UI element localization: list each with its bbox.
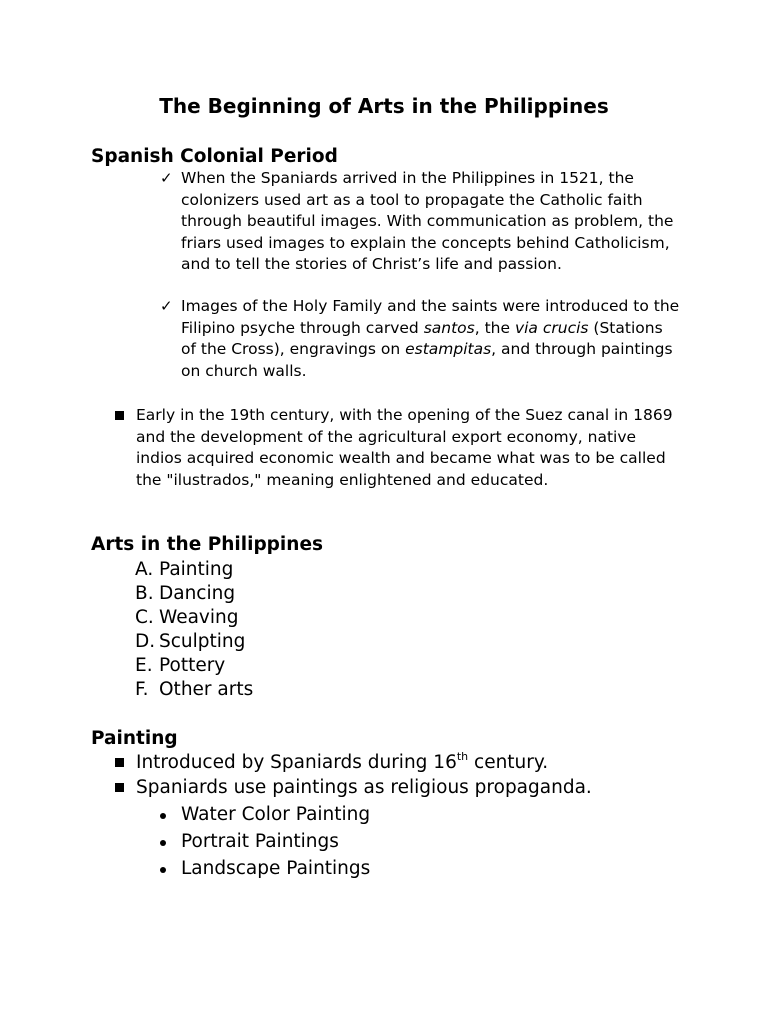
list-item-other-arts: Other arts xyxy=(159,679,254,700)
list-item-painting: Painting xyxy=(159,559,234,580)
painting-item-propaganda: Spaniards use paintings as religious propaganda. xyxy=(136,777,592,798)
check-item-1: When the Spaniards arrived in the Philippines in 1521, the colonizers used art as a tool to propagate the Catholic faith through beautiful images. With communication as problem, the friars used images to explain the concepts behind Catholicism, and to tell the stories of Christ’s life and passion. xyxy=(181,169,674,273)
sub-item-landscape: Landscape Paintings xyxy=(181,858,371,879)
sub-item-portrait: Portrait Paintings xyxy=(181,831,339,852)
heading-arts-in-the-philippines: Arts in the Philippines xyxy=(91,534,323,555)
round-bullet-icon xyxy=(160,840,166,846)
square-bullet-icon xyxy=(115,783,124,792)
list-item-dancing: Dancing xyxy=(159,583,236,604)
checkmark-icon: ✓ xyxy=(160,169,173,187)
round-bullet-icon xyxy=(160,867,166,873)
heading-spanish-colonial-period: Spanish Colonial Period xyxy=(91,146,338,167)
list-item-pottery: Pottery xyxy=(159,655,226,676)
painting-item-introduced: Introduced by Spaniards during 16th century. xyxy=(136,750,549,773)
list-item-letter: F. xyxy=(135,679,149,700)
checkmark-icon: ✓ xyxy=(160,297,173,315)
square-bullet-icon xyxy=(115,411,124,420)
list-item-letter: A. xyxy=(135,559,154,580)
term-via-crucis: via crucis xyxy=(514,318,589,337)
page-title: The Beginning of Arts in the Philippines xyxy=(159,94,609,118)
term-santos: santos xyxy=(423,318,475,337)
list-item-weaving: Weaving xyxy=(159,607,239,628)
list-item-letter: B. xyxy=(135,583,154,604)
check-item-2: Images of the Holy Family and the saints were introduced to the Filipino psyche through carved santos, the via crucis (Stations of the Cross), engravings on estampitas, and through paintings on church walls. xyxy=(181,297,680,380)
round-bullet-icon xyxy=(160,813,166,819)
heading-painting: Painting xyxy=(91,728,178,749)
square-item-19th-century: Early in the 19th century, with the opening of the Suez canal in 1869 and the development of the agricultural export economy, native indios acquired economic wealth and became what was to be called the "ilustrados," meaning enlightened and educated. xyxy=(136,406,673,489)
list-item-letter: E. xyxy=(135,655,153,676)
square-bullet-icon xyxy=(115,758,124,767)
term-estampitas: estampitas xyxy=(405,340,492,358)
list-item-letter: C. xyxy=(135,607,154,628)
sub-item-water-color: Water Color Painting xyxy=(181,804,371,825)
list-item-sculpting: Sculpting xyxy=(159,631,246,652)
list-item-letter: D. xyxy=(135,631,156,652)
